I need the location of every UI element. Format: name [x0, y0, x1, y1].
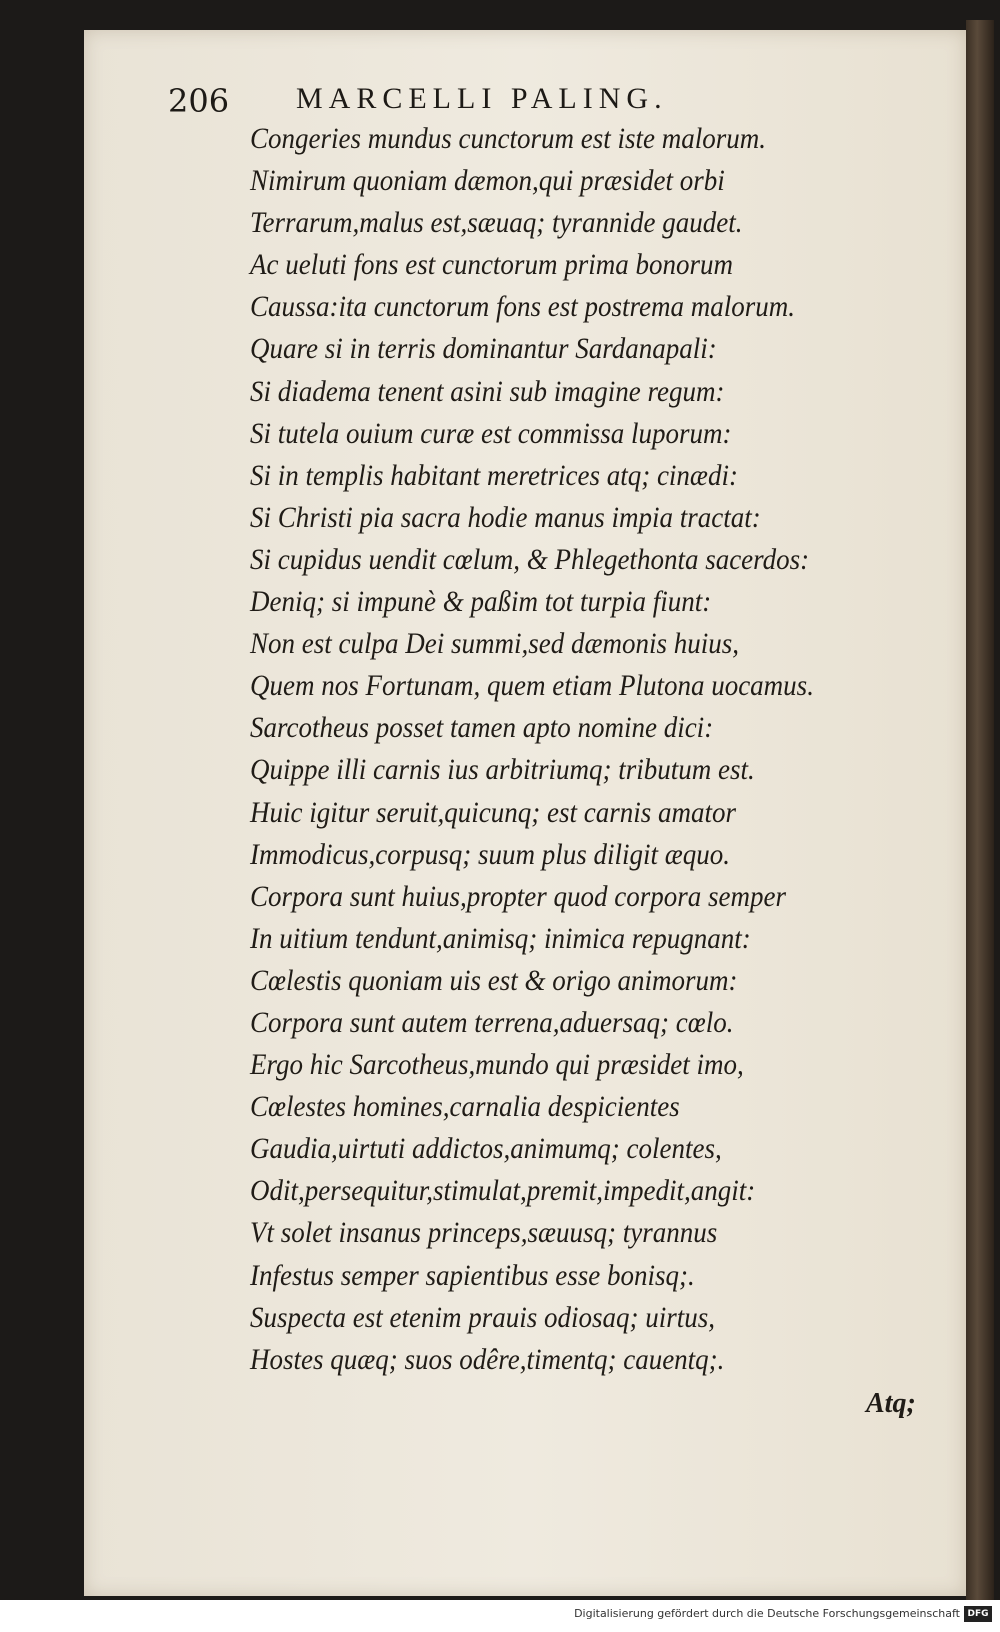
verse-line: Suspecta est etenim prauis odiosaq; uirtus,	[250, 1300, 715, 1334]
verse-line: Ac ueluti fons est cunctorum prima bonorum	[250, 248, 733, 282]
verse-line: Deniq; si impunè & paßim tot turpia fiunt:	[250, 585, 712, 619]
verse-line: Hostes quæq; suos odêre,timentq; cauentq;.	[250, 1342, 725, 1376]
folio-number: 206	[168, 82, 230, 120]
verse-line: Cœlestis quoniam uis est & origo animorum:	[250, 963, 738, 997]
verse-line: Quippe illi carnis ius arbitriumq; tributum est.	[250, 753, 755, 787]
verse-line: Congeries mundus cunctorum est iste malorum.	[250, 122, 766, 155]
verse-line: Infestus semper sapientibus esse bonisq;.	[250, 1258, 695, 1292]
digitization-footer	[0, 1600, 1000, 1632]
catchword: Atq;	[866, 1388, 916, 1419]
verse-list	[250, 118, 950, 1381]
verse-line: Caussa:ita cunctorum fons est postrema malorum.	[250, 290, 796, 324]
verse-line: Si Christi pia sacra hodie manus impia tractat:	[250, 500, 761, 534]
verse-line: Sarcotheus posset tamen apto nomine dici:	[250, 711, 714, 745]
running-title: MARCELLI PALING.	[296, 82, 668, 115]
verse-line: Non est culpa Dei summi,sed dæmonis huius,	[250, 627, 739, 661]
verse-line: Si tutela ouium curæ est commissa luporum:	[250, 416, 732, 450]
dfg-logo-icon: DFG	[964, 1606, 992, 1622]
verse-line: Si cupidus uendit cœlum, & Phlegethonta sacerdos:	[250, 542, 810, 576]
verse-line: Vt solet insanus princeps,sæuusq; tyrannus	[250, 1216, 718, 1250]
verse-line: Cœlestes homines,carnalia despicientes	[250, 1090, 680, 1124]
verse-line: Odit,persequitur,stimulat,premit,impedit,angit:	[250, 1174, 756, 1208]
verse-line: Nimirum quoniam dæmon,qui præsidet orbi	[250, 164, 725, 198]
page-header	[168, 52, 868, 120]
verse-line: Gaudia,uirtuti addictos,animumq; colentes,	[250, 1132, 722, 1166]
verse-line: Quem nos Fortunam, quem etiam Plutona uocamus.	[250, 669, 814, 703]
verse-line: Quare si in terris dominantur Sardanapali:	[250, 332, 717, 366]
verse-line: Corpora sunt autem terrena,aduersaq; cœlo.	[250, 1005, 734, 1039]
verse-line: Immodicus,corpusq; suum plus diligit æquo.	[250, 837, 731, 871]
verse-line: Si diadema tenent asini sub imagine regum:	[250, 374, 725, 408]
book-spine	[966, 20, 994, 1600]
verse-line: Huic igitur seruit,quicunq; est carnis amator	[250, 795, 736, 829]
verse-line: Ergo hic Sarcotheus,mundo qui præsidet imo,	[250, 1048, 744, 1082]
verse-line: Corpora sunt huius,propter quod corpora semper	[250, 879, 787, 913]
verse-line: Si in templis habitant meretrices atq; cinædi:	[250, 458, 738, 492]
verse-line: In uitium tendunt,animisq; inimica repugnant:	[250, 921, 751, 955]
verse-line: Terrarum,malus est,sæuaq; tyrannide gaudet.	[250, 206, 743, 240]
funding-credit: Digitalisierung gefördert durch die Deutsche Forschungsgemeinschaft	[574, 1607, 960, 1620]
